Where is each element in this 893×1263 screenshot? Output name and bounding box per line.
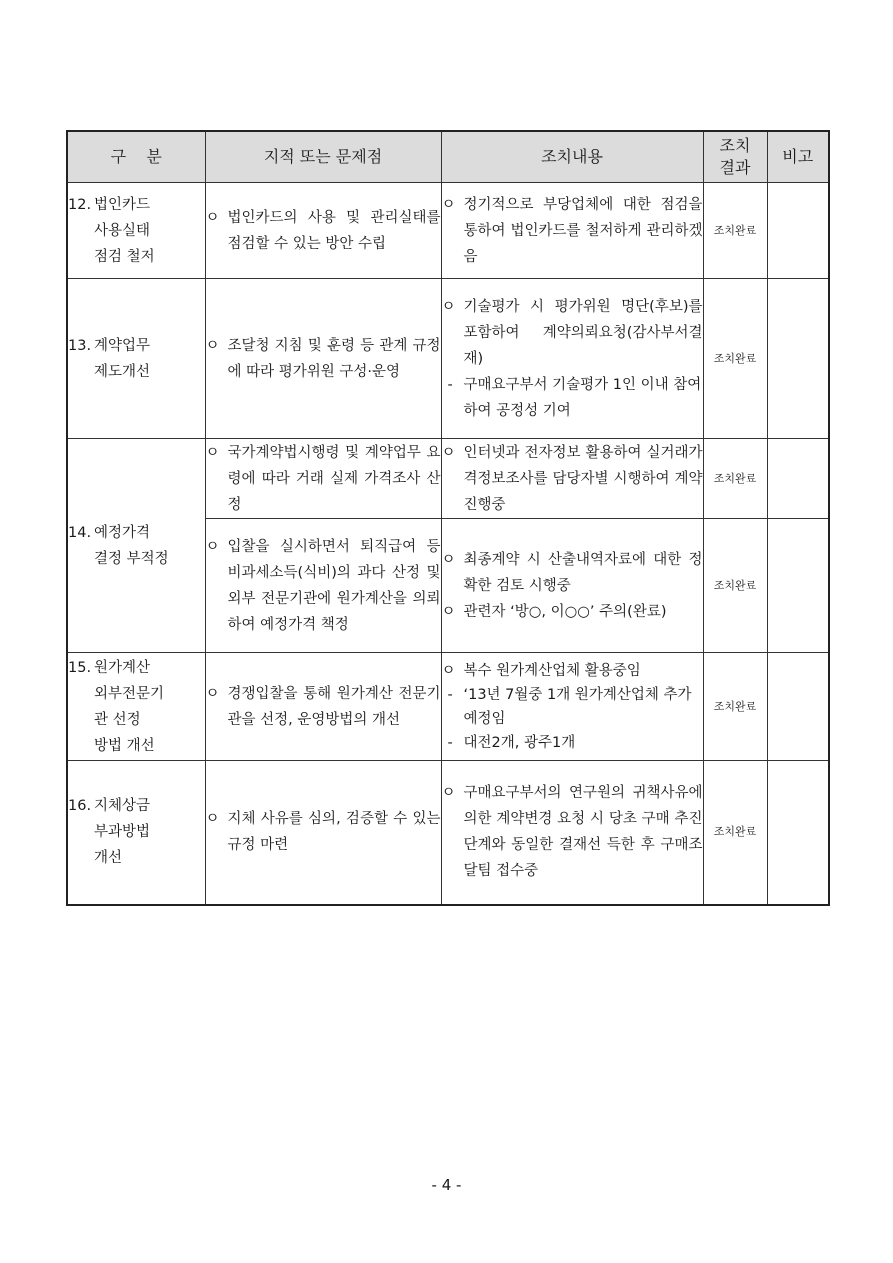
category-cell: [67, 279, 205, 439]
remarks-cell: [767, 761, 829, 905]
bullet-icon: ㅇ: [441, 298, 456, 315]
category-cell: [67, 439, 205, 653]
action-cell: [441, 183, 703, 279]
category-text: 외부전문기: [94, 685, 165, 702]
problem-text: 지체 사유를 심의, 검증할 수 있는 규정 마련: [227, 811, 441, 854]
problem-cell: [205, 653, 441, 761]
problem-cell: [205, 519, 441, 653]
action-cell: [441, 279, 703, 439]
problem-text: 입찰을 실시하면서 퇴직급여 등 비과세소득(식비)의 과다 산정 및 외부 전문기관에 원가계산을 의뢰하여 예정가격 책정: [227, 538, 441, 633]
action-text: 최종계약 시 산출내역자료에 대한 정확한 검토 시행중: [463, 551, 703, 594]
result-cell: 조치완료: [703, 183, 767, 279]
row-number: 16.: [68, 798, 92, 815]
bullet-icon: ㅇ: [441, 196, 456, 213]
bullet-icon: ㅇ: [205, 444, 220, 461]
dash-icon: -: [447, 376, 453, 393]
remarks-cell: [767, 653, 829, 761]
header-result: [703, 131, 767, 183]
dash-icon: -: [447, 686, 453, 703]
result-cell: 조치완료: [703, 761, 767, 905]
row-number: 12.: [68, 196, 92, 213]
bullet-icon: ㅇ: [205, 811, 220, 828]
bullet-icon: ㅇ: [205, 337, 220, 354]
category-cell: [67, 761, 205, 905]
category-text: 계약업무: [94, 337, 151, 354]
action-subtext: 구매요구부서 기술평가 1인 이내 참여하여 공정성 기여: [463, 376, 702, 419]
bullet-icon: ㅇ: [441, 551, 456, 568]
bullet-icon: ㅇ: [441, 603, 456, 620]
table-row: [67, 439, 829, 519]
action-text: 인터넷과 전자정보 활용하여 실거래가격정보조사를 담당자별 시행하여 계약진행중: [463, 444, 703, 513]
category-cell: [67, 183, 205, 279]
header-result-line2: 결과: [719, 158, 751, 177]
bullet-icon: ㅇ: [205, 685, 220, 702]
bullet-icon: ㅇ: [441, 785, 456, 802]
category-text: 지체상금: [94, 798, 151, 815]
action-cell: [441, 439, 703, 519]
header-remarks: 비고: [767, 131, 829, 183]
dash-icon: -: [447, 734, 453, 751]
header-category: 구 분: [67, 131, 205, 183]
category-text: 결정 부적정: [94, 550, 169, 567]
category-text: 점검 철저: [94, 248, 155, 265]
problem-cell: [205, 761, 441, 905]
bullet-icon: ㅇ: [205, 538, 220, 555]
category-text: 개선: [94, 850, 123, 867]
action-text: 기술평가 시 평가위원 명단(후보)를 포함하여 계약의뢰요청(감사부서결재): [463, 298, 703, 367]
problem-cell: [205, 279, 441, 439]
category-text: 원가계산: [94, 659, 151, 676]
problem-text: 경쟁입찰을 통해 원가계산 전문기관을 선정, 운영방법의 개선: [227, 685, 441, 728]
category-text: 관 선정: [94, 711, 141, 728]
category-text: 법인카드: [94, 196, 151, 213]
remarks-cell: [767, 183, 829, 279]
row-number: 15.: [68, 659, 92, 676]
problem-text: 국가계약법시행령 및 계약업무 요령에 따라 거래 실제 가격조사 산정: [227, 444, 441, 513]
bullet-icon: ㅇ: [205, 209, 220, 226]
table-row: [67, 653, 829, 761]
category-text: 방법 개선: [94, 737, 155, 754]
remarks-cell: [767, 519, 829, 653]
action-subtext: ‘13년 7월중 1개 원가계산업체 추가 예정임: [463, 686, 692, 727]
action-text: 복수 원가계산업체 활용중임: [463, 662, 641, 679]
category-text: 예정가격: [94, 524, 151, 541]
bullet-icon: ㅇ: [441, 662, 456, 679]
header-result-line1: 조치: [719, 136, 751, 155]
action-cell: [441, 761, 703, 905]
action-subtext: 대전2개, 광주1개: [463, 734, 576, 751]
category-cell: [67, 653, 205, 761]
action-text: 정기적으로 부당업체에 대한 점검을 통하여 법인카드를 철저하게 관리하겠음: [463, 196, 703, 265]
table-row: [67, 761, 829, 905]
action-cell: [441, 653, 703, 761]
header-problem: 지적 또는 문제점: [205, 131, 441, 183]
result-cell: 조치완료: [703, 279, 767, 439]
category-text: 제도개선: [94, 363, 151, 380]
problem-cell: [205, 183, 441, 279]
result-cell: 조치완료: [703, 519, 767, 653]
problem-text: 법인카드의 사용 및 관리실태를 점검할 수 있는 방안 수립: [227, 209, 441, 252]
result-cell: 조치완료: [703, 439, 767, 519]
row-number: 14.: [68, 524, 92, 541]
problem-text: 조달청 지침 및 훈령 등 관계 규정에 따라 평가위원 구성·운영: [227, 337, 441, 380]
table-row: [67, 279, 829, 439]
header-action: 조치내용: [441, 131, 703, 183]
action-text: 구매요구부서의 연구원의 귀책사유에 의한 계약변경 요청 시 당초 구매 추진 단계와 동일한 결재선 득한 후 구매조달팀 접수중: [463, 785, 703, 880]
problem-cell: [205, 439, 441, 519]
remarks-cell: [767, 279, 829, 439]
category-text: 사용실태: [94, 222, 151, 239]
result-cell: 조치완료: [703, 653, 767, 761]
table-row: [67, 183, 829, 279]
bullet-icon: ㅇ: [441, 444, 456, 461]
table-header-row: [67, 131, 829, 183]
remarks-cell: [767, 439, 829, 519]
action-cell: [441, 519, 703, 653]
page-number: - 4 -: [431, 1176, 462, 1194]
audit-action-table: [66, 130, 830, 906]
row-number: 13.: [68, 337, 92, 354]
category-text: 부과방법: [94, 824, 151, 841]
action-text: 관련자 ‘방○, 이○○’ 주의(완료): [463, 603, 667, 620]
